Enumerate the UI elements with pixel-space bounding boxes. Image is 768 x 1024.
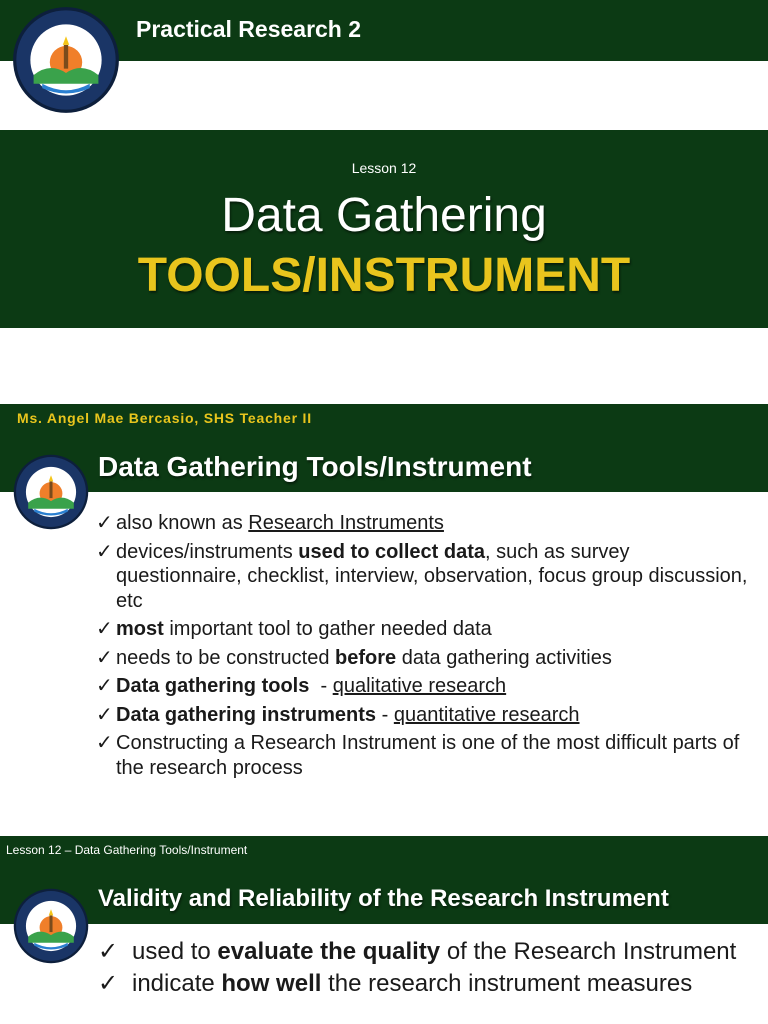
list-item: ✓ Data gathering tools - qualitative research (96, 675, 507, 697)
check-icon: ✓ (98, 938, 119, 965)
check-icon: ✓ (96, 703, 113, 726)
slide-title-line1: Data Gathering (221, 189, 547, 242)
slide3-header-band (0, 836, 768, 924)
slide1-title-band (0, 130, 768, 328)
slide2-heading: Data Gathering Tools/Instrument (98, 451, 532, 482)
check-icon: ✓ (96, 618, 113, 640)
slide2-bullet-list (96, 511, 756, 784)
slide3-bullet-list (98, 938, 758, 1002)
list-item: ✓ also known as Research Instruments (96, 512, 444, 534)
list-item: ✓ Data gathering instruments - quantitative research (96, 703, 580, 726)
course-title: Practical Research 2 (136, 16, 362, 42)
list-item: ✓ most important tool to gather needed data (96, 618, 492, 640)
list-item: ✓ needs to be constructed before data gathering activities (96, 646, 612, 669)
check-icon: ✓ (96, 732, 113, 754)
school-seal-logo (12, 6, 120, 114)
list-item: ✓ indicate how well the research instrument measures (98, 970, 693, 997)
check-icon: ✓ (96, 512, 113, 534)
slide3-heading: Validity and Reliability of the Research Instrument (98, 885, 669, 912)
check-icon: ✓ (98, 970, 119, 997)
list-item: ✓ Constructing a Research Instrument is one of the most difficult parts of the research process (96, 732, 740, 779)
check-icon: ✓ (96, 675, 113, 697)
lesson-footer: Lesson 12 – Data Gathering Tools/Instrument (6, 843, 248, 857)
school-seal-logo (13, 454, 89, 530)
teacher-name: Ms. Angel Mae Bercasio, SHS Teacher II (17, 410, 312, 426)
check-icon: ✓ (96, 540, 113, 563)
slide2-header-band (0, 404, 768, 492)
list-item: ✓ devices/instruments used to collect data, such as survey questionnaire, checklist, interview, observation, focus group discussion, etc (96, 540, 748, 612)
lesson-number: Lesson 12 (351, 160, 417, 176)
check-icon: ✓ (96, 646, 113, 669)
list-item: ✓ used to evaluate the quality of the Research Instrument (98, 938, 737, 965)
slide-title-line2: TOOLS/INSTRUMENT (137, 249, 631, 302)
school-seal-logo (13, 888, 89, 964)
